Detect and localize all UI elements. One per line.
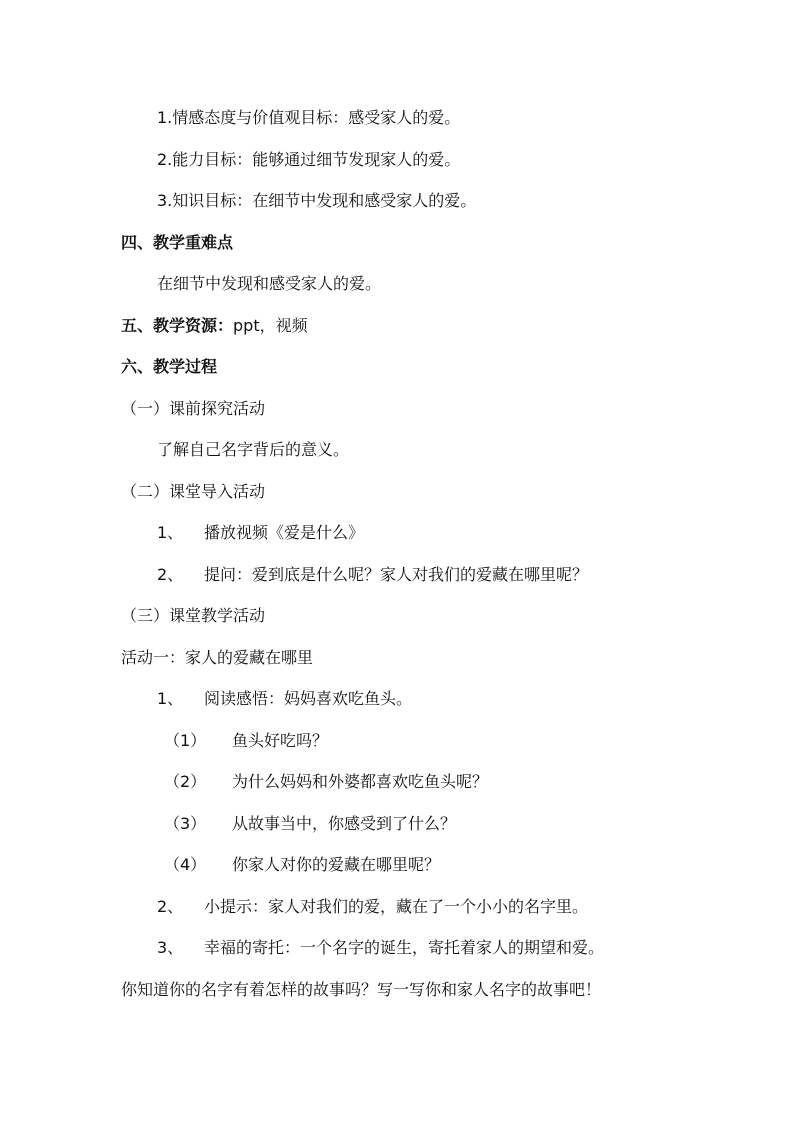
activity-item-number: 2、 — [157, 897, 184, 916]
activity-item-text: 阅读感悟：妈妈喜欢吃鱼头。 — [204, 689, 413, 708]
activity-item-text: 幸福的寄托：一个名字的诞生，寄托着家人的期望和爱。 — [204, 938, 605, 957]
resources-line — [121, 316, 308, 336]
activity-item-text: 小提示：家人对我们的爱，藏在了一个小小的名字里。 — [204, 897, 589, 916]
sub-item-number: （2） — [164, 772, 207, 791]
heading-key-points: 四、教学重难点 — [121, 233, 234, 252]
sub-item-text: 从故事当中，你感受到了什么？ — [232, 814, 457, 833]
intro-item-number: 1、 — [157, 523, 184, 542]
sub-item-3 — [164, 814, 456, 834]
heading-resources: 五、教学资源： — [121, 316, 234, 335]
activity-item-2 — [157, 897, 588, 917]
goal-knowledge: 3.知识目标：在细节中发现和感受家人的爱。 — [157, 191, 477, 210]
activity-one-title: 活动一：家人的爱藏在哪里 — [121, 648, 314, 667]
sub-item-number: （1） — [164, 731, 207, 750]
heading-intro: （二）课堂导入活动 — [121, 482, 266, 501]
intro-item-2 — [157, 565, 588, 585]
sub-item-4 — [164, 855, 440, 875]
sub-item-number: （4） — [164, 855, 207, 874]
key-points-text: 在细节中发现和感受家人的爱。 — [157, 274, 382, 293]
sub-item-text: 你家人对你的爱藏在哪里呢？ — [232, 855, 441, 874]
intro-item-text: 播放视频《爱是什么》 — [204, 523, 365, 542]
sub-item-2 — [164, 772, 488, 792]
intro-item-text: 提问：爱到底是什么呢？家人对我们的爱藏在哪里呢？ — [204, 565, 589, 584]
activity-item-number: 1、 — [157, 689, 184, 708]
intro-item-number: 2、 — [157, 565, 184, 584]
intro-item-1 — [157, 523, 364, 543]
heading-classroom: （三）课堂教学活动 — [121, 606, 266, 625]
activity-item-3 — [157, 938, 604, 958]
goal-ability: 2.能力目标：能够通过细节发现家人的爱。 — [157, 150, 461, 169]
goal-emotion: 1.情感态度与价值观目标：感受家人的爱。 — [157, 108, 461, 127]
heading-teaching-process: 六、教学过程 — [121, 357, 218, 376]
sub-item-1 — [164, 731, 328, 751]
sub-item-number: （3） — [164, 814, 207, 833]
activity-item-1 — [157, 689, 412, 709]
resources-value: ppt，视频 — [233, 316, 308, 335]
heading-pre-class: （一）课前探究活动 — [121, 399, 266, 418]
sub-item-text: 鱼头好吃吗？ — [232, 731, 329, 750]
sub-item-text: 为什么妈妈和外婆都喜欢吃鱼头呢？ — [232, 772, 489, 791]
activity-item-number: 3、 — [157, 938, 184, 957]
closing-text: 你知道你的名字有着怎样的故事吗？写一写你和家人名字的故事吧！ — [121, 980, 602, 999]
pre-class-text: 了解自己名字背后的意义。 — [157, 440, 350, 459]
